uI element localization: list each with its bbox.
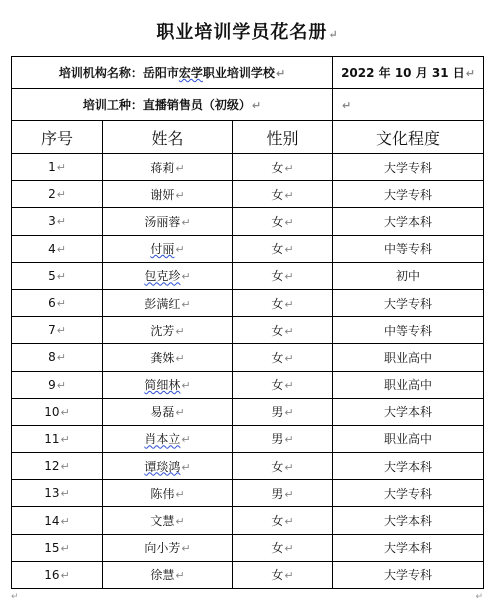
paragraph-mark: ↵: [56, 297, 66, 311]
table-row: [12, 154, 484, 181]
date-cell: [333, 57, 484, 89]
table-row: [12, 181, 484, 208]
paragraph-mark: ↵: [181, 542, 191, 556]
education-cell: [333, 181, 484, 208]
gender-text: 女: [271, 568, 284, 583]
table-row: [12, 425, 484, 452]
gender-cell: [233, 561, 333, 588]
education-text: 大学本科: [384, 214, 433, 229]
table-row: [12, 317, 484, 344]
row-number-cell: [12, 425, 103, 452]
gender-text: 女: [271, 269, 284, 284]
education-cell: [333, 344, 484, 371]
name-cell: [103, 208, 233, 235]
table-row: [12, 534, 484, 561]
gender-text: 女: [271, 378, 284, 393]
gender-cell: [233, 208, 333, 235]
row-number-text: 10: [44, 404, 60, 419]
name-text: 向小芳: [144, 541, 181, 556]
paragraph-mark: ↵: [328, 28, 339, 41]
education-cell: [333, 154, 484, 181]
row-number-cell: [12, 398, 103, 425]
name-text: 肖本立: [144, 432, 181, 447]
row-number-cell: [12, 561, 103, 588]
education-cell: [333, 262, 484, 289]
paragraph-mark: ↵: [284, 433, 294, 447]
row-number-text: 7: [48, 323, 56, 338]
paragraph-mark: ↵: [251, 99, 262, 112]
education-cell: [333, 534, 484, 561]
name-text: 谭琰鸿: [144, 459, 181, 474]
table-row: [12, 371, 484, 398]
education-text: 大学本科: [384, 405, 433, 420]
paragraph-mark: ↵: [56, 269, 66, 283]
gender-text: 女: [271, 350, 284, 365]
gender-cell: [233, 317, 333, 344]
row-number-text: 2: [48, 187, 56, 202]
paragraph-mark: ↵: [175, 161, 185, 175]
gender-cell: [233, 154, 333, 181]
paragraph-mark: ↵: [60, 405, 70, 419]
header-cell: 文化程度: [333, 121, 484, 154]
table-row: [12, 480, 484, 507]
gender-cell: [233, 425, 333, 452]
name-cell: [103, 154, 233, 181]
gender-cell: [233, 371, 333, 398]
name-text: 易磊: [150, 405, 175, 420]
gender-cell: [233, 181, 333, 208]
paragraph-mark: ↵: [284, 297, 294, 311]
paragraph-mark: ↵: [56, 242, 66, 256]
education-cell: [333, 453, 484, 480]
gender-cell: [233, 344, 333, 371]
gender-cell: [233, 235, 333, 262]
education-text: 大学专科: [384, 486, 433, 501]
row-number-text: 6: [48, 296, 56, 311]
table-row: [12, 235, 484, 262]
row-number-cell: [12, 453, 103, 480]
organization-label: 培训机构名称：: [58, 66, 143, 80]
name-text: 谢妍: [150, 187, 175, 202]
gender-text: 男: [271, 405, 284, 420]
paragraph-mark: ↵: [181, 297, 191, 311]
name-text: 文慧: [150, 514, 175, 529]
row-number-cell: [12, 181, 103, 208]
paragraph-mark: ↵: [60, 460, 70, 474]
row-number-cell: [12, 235, 103, 262]
paragraph-mark: ↵: [465, 67, 475, 80]
name-cell: [103, 561, 233, 588]
name-cell: [103, 181, 233, 208]
organization-row: [12, 57, 484, 89]
row-number-text: 15: [44, 540, 60, 555]
paragraph-mark: ↵: [284, 324, 294, 338]
table-row: [12, 344, 484, 371]
table-row: [12, 453, 484, 480]
gender-cell: [233, 480, 333, 507]
education-text: 职业高中: [384, 350, 433, 365]
name-cell: [103, 289, 233, 316]
trade-value: 直播销售员（初级）: [142, 98, 251, 112]
organization-suffix: 职业培训学校: [202, 66, 275, 80]
row-number-cell: [12, 344, 103, 371]
gender-text: 女: [271, 296, 284, 311]
name-text: 龚姝: [150, 350, 175, 365]
organization-cell: [12, 57, 333, 89]
education-cell: [333, 235, 484, 262]
name-text: 蒋莉: [150, 160, 175, 175]
gender-cell: [233, 398, 333, 425]
gender-cell: [233, 453, 333, 480]
row-number-text: 1: [48, 160, 56, 175]
gender-text: 女: [271, 214, 284, 229]
roster-body: [12, 154, 484, 589]
header-cell: 姓名: [103, 121, 233, 154]
header-cell: 序号: [12, 121, 103, 154]
education-cell: [333, 208, 484, 235]
paragraph-mark: ↵: [475, 592, 483, 602]
education-text: 中等专科: [384, 242, 433, 257]
gender-text: 女: [271, 323, 284, 338]
education-cell: [333, 371, 484, 398]
name-text: 付丽: [150, 242, 175, 257]
gender-cell: [233, 534, 333, 561]
organization-prefix: 岳阳市: [142, 66, 179, 80]
paragraph-mark: ↵: [11, 592, 19, 602]
paragraph-mark: ↵: [284, 406, 294, 420]
table-row: [12, 561, 484, 588]
paragraph-mark: ↵: [284, 487, 294, 501]
row-number-cell: [12, 371, 103, 398]
name-cell: [103, 453, 233, 480]
paragraph-mark: ↵: [60, 541, 70, 555]
row-number-text: 9: [48, 377, 56, 392]
paragraph-mark: ↵: [56, 161, 66, 175]
name-cell: [103, 371, 233, 398]
paragraph-mark: ↵: [284, 351, 294, 365]
name-cell: [103, 262, 233, 289]
education-cell: [333, 289, 484, 316]
gender-text: 男: [271, 432, 284, 447]
paragraph-mark: ↵: [284, 161, 294, 175]
gender-cell: [233, 289, 333, 316]
paragraph-mark: ↵: [284, 379, 294, 393]
paragraph-mark: ↵: [175, 243, 185, 257]
paragraph-mark: ↵: [181, 215, 191, 229]
education-text: 职业高中: [384, 432, 433, 447]
row-number-cell: [12, 534, 103, 561]
education-cell: [333, 480, 484, 507]
row-number-cell: [12, 289, 103, 316]
row-number-text: 12: [44, 459, 60, 474]
table-row: [12, 289, 484, 316]
name-text: 简细林: [144, 378, 181, 393]
paragraph-mark: ↵: [342, 98, 352, 112]
paragraph-mark: ↵: [284, 542, 294, 556]
education-text: 大学本科: [384, 514, 433, 529]
paragraph-mark: ↵: [60, 432, 70, 446]
name-cell: [103, 398, 233, 425]
name-cell: [103, 235, 233, 262]
table-row: [12, 398, 484, 425]
trade-row: [12, 89, 484, 121]
trade-empty-cell: [333, 89, 484, 121]
header-row: [12, 121, 484, 154]
paragraph-mark: ↵: [181, 270, 191, 284]
education-text: 大学专科: [384, 568, 433, 583]
row-number-cell: [12, 154, 103, 181]
paragraph-mark: ↵: [175, 188, 185, 202]
name-text: 陈伟: [150, 486, 175, 501]
name-cell: [103, 480, 233, 507]
table-row: [12, 208, 484, 235]
name-text: 汤丽蓉: [144, 214, 181, 229]
paragraph-mark: ↵: [56, 324, 66, 338]
paragraph-mark: ↵: [284, 515, 294, 529]
row-number-cell: [12, 507, 103, 534]
paragraph-mark: ↵: [175, 487, 185, 501]
paragraph-mark: ↵: [284, 270, 294, 284]
row-number-text: 4: [48, 241, 56, 256]
name-cell: [103, 507, 233, 534]
row-number-text: 13: [44, 486, 60, 501]
gender-text: 男: [271, 486, 284, 501]
gender-text: 女: [271, 160, 284, 175]
education-text: 职业高中: [384, 378, 433, 393]
paragraph-mark: ↵: [60, 568, 70, 582]
roster-table: [11, 56, 484, 589]
education-text: 大学本科: [384, 459, 433, 474]
paragraph-mark: ↵: [56, 351, 66, 365]
row-number-cell: [12, 480, 103, 507]
gender-cell: [233, 507, 333, 534]
row-number-cell: [12, 317, 103, 344]
row-number-text: 3: [48, 214, 56, 229]
paragraph-mark: ↵: [181, 379, 191, 393]
paragraph-mark: ↵: [60, 487, 70, 501]
paragraph-mark: ↵: [284, 569, 294, 583]
paragraph-mark: ↵: [175, 569, 185, 583]
name-cell: [103, 344, 233, 371]
name-cell: [103, 317, 233, 344]
education-cell: [333, 398, 484, 425]
row-number-cell: [12, 262, 103, 289]
name-text: 沈芳: [150, 323, 175, 338]
paragraph-mark: ↵: [284, 243, 294, 257]
education-text: 初中: [396, 269, 421, 284]
page-bottom-marks: [11, 592, 483, 602]
paragraph-mark: ↵: [181, 460, 191, 474]
name-cell: [103, 425, 233, 452]
gender-text: 女: [271, 514, 284, 529]
paragraph-mark: ↵: [275, 67, 286, 80]
education-text: 大学本科: [384, 541, 433, 556]
table-row: [12, 262, 484, 289]
row-number-text: 11: [44, 431, 60, 446]
gender-text: 女: [271, 541, 284, 556]
education-cell: [333, 425, 484, 452]
paragraph-mark: ↵: [284, 460, 294, 474]
gender-cell: [233, 262, 333, 289]
gender-text: 女: [271, 242, 284, 257]
paragraph-mark: ↵: [175, 324, 185, 338]
paragraph-mark: ↵: [56, 215, 66, 229]
paragraph-mark: ↵: [56, 188, 66, 202]
header-cell: 性别: [233, 121, 333, 154]
paragraph-mark: ↵: [175, 406, 185, 420]
paragraph-mark: ↵: [284, 215, 294, 229]
paragraph-mark: ↵: [56, 378, 66, 392]
paragraph-mark: ↵: [175, 515, 185, 529]
gender-text: 女: [271, 459, 284, 474]
document-title: [0, 18, 495, 44]
education-cell: [333, 507, 484, 534]
row-number-text: 14: [44, 513, 60, 528]
organization-highlight: 宏学: [178, 66, 203, 80]
row-number-text: 16: [44, 567, 60, 582]
row-number-text: 5: [48, 268, 56, 283]
education-text: 中等专科: [384, 323, 433, 338]
row-number-cell: [12, 208, 103, 235]
education-cell: [333, 317, 484, 344]
education-cell: [333, 561, 484, 588]
paragraph-mark: ↵: [60, 514, 70, 528]
trade-label: 培训工种：: [82, 98, 143, 112]
education-text: 大学专科: [384, 296, 433, 311]
name-text: 徐慧: [150, 568, 175, 583]
title-text: 职业培训学员花名册: [156, 22, 328, 43]
table-row: [12, 507, 484, 534]
name-text: 包克珍: [144, 269, 181, 284]
paragraph-mark: ↵: [181, 433, 191, 447]
name-text: 彭满红: [144, 296, 181, 311]
paragraph-mark: ↵: [284, 188, 294, 202]
education-text: 大学专科: [384, 160, 433, 175]
date-text: 2022 年 10 月 31 日: [341, 66, 465, 80]
gender-text: 女: [271, 187, 284, 202]
row-number-text: 8: [48, 350, 56, 365]
name-cell: [103, 534, 233, 561]
education-text: 大学专科: [384, 187, 433, 202]
trade-cell: [12, 89, 333, 121]
paragraph-mark: ↵: [175, 351, 185, 365]
